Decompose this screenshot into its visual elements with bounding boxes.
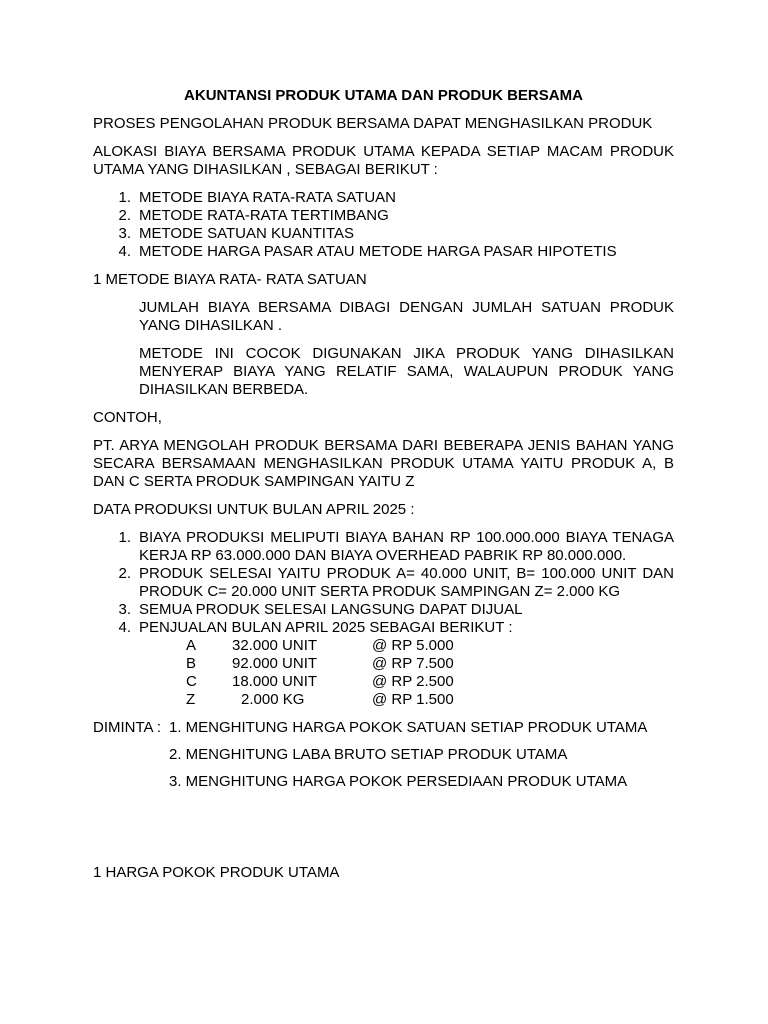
requested-row <box>93 773 674 791</box>
price-cell: @ RP 1.500 <box>372 691 454 708</box>
list-item-text: METODE RATA-RATA TERTIMBANG <box>139 207 389 224</box>
list-item-text: METODE HARGA PASAR ATAU METODE HARGA PASAR HIPOTETIS <box>139 243 617 260</box>
list-item <box>93 619 674 637</box>
list-item-text: METODE SATUAN KUANTITAS <box>139 225 355 242</box>
list-number: 3. <box>118 601 131 618</box>
methods-list <box>93 189 674 261</box>
document-body <box>93 87 674 882</box>
product-cell: Z <box>186 691 196 708</box>
product-cell: B <box>186 655 197 672</box>
price-cell: @ RP 7.500 <box>372 655 454 672</box>
list-number: 1. <box>118 189 131 206</box>
list-item-text: METODE BIAYA RATA-RATA SATUAN <box>139 189 396 206</box>
list-item <box>93 225 674 243</box>
section-paragraph-1: JUMLAH BIAYA BERSAMA DIBAGI DENGAN JUMLAH SATUAN PRODUK YANG DIHASILKAN . <box>139 299 674 334</box>
requested-row <box>93 746 674 764</box>
list-item <box>93 565 674 601</box>
list-number: 4. <box>118 619 131 636</box>
table-row <box>186 637 454 655</box>
list-item <box>93 189 674 207</box>
quantity-cell: 18.000 UNIT <box>232 673 318 690</box>
final-heading: 1 HARGA POKOK PRODUK UTAMA <box>93 864 340 881</box>
list-item <box>93 601 674 619</box>
price-cell: @ RP 2.500 <box>372 673 454 690</box>
list-item-text: SEMUA PRODUK SELESAI LANGSUNG DAPAT DIJUAL <box>139 601 523 618</box>
list-item-text: PENJUALAN BULAN APRIL 2025 SEBAGAI BERIKUT : <box>139 619 513 636</box>
list-item-text: PRODUK SELESAI YAITU PRODUK A= 40.000 UNIT, B= 100.000 UNIT DAN PRODUK C= 20.000 UNIT SERTA PRODUK SAMPINGAN Z= 2.000 KG <box>139 565 674 600</box>
requested-row <box>93 719 674 737</box>
quantity-cell: 92.000 UNIT <box>232 655 318 672</box>
intro-paragraph-2: ALOKASI BIAYA BERSAMA PRODUK UTAMA KEPADA SETIAP MACAM PRODUK UTAMA YANG DIHASILKAN , SEBAGAI BERIKUT : <box>93 143 674 178</box>
price-cell: @ RP 5.000 <box>372 637 454 654</box>
list-number: 4. <box>118 243 131 260</box>
list-number: 2. <box>118 565 131 582</box>
list-number: 2. <box>118 207 131 224</box>
requested-item: 2. MENGHITUNG LABA BRUTO SETIAP PRODUK UTAMA <box>169 746 568 763</box>
table-row <box>186 691 454 709</box>
requested-item: 3. MENGHITUNG HARGA POKOK PERSEDIAAN PRODUK UTAMA <box>169 773 628 790</box>
requested-item: 1. MENGHITUNG HARGA POKOK SATUAN SETIAP PRODUK UTAMA <box>169 719 648 736</box>
quantity-cell: 2.000 KG <box>241 691 305 708</box>
list-item-text: BIAYA PRODUKSI MELIPUTI BIAYA BAHAN RP 100.000.000 BIAYA TENAGA KERJA RP 63.000.000 DAN BIAYA OVERHEAD PABRIK RP 80.000.000. <box>139 529 674 564</box>
requested-label: DIMINTA : <box>93 719 162 736</box>
document-title: AKUNTANSI PRODUK UTAMA DAN PRODUK BERSAMA <box>184 87 583 104</box>
example-paragraph: PT. ARYA MENGOLAH PRODUK BERSAMA DARI BEBERAPA JENIS BAHAN YANG SECARA BERSAMAAN MENGHASILKAN PRODUK UTAMA YAITU PRODUK A, B DAN C SERTA PRODUK SAMPINGAN YAITU Z <box>93 437 674 490</box>
list-item <box>93 207 674 225</box>
sales-table <box>186 637 454 709</box>
product-cell: A <box>186 637 197 654</box>
section-heading: 1 METODE BIAYA RATA- RATA SATUAN <box>93 271 367 288</box>
list-item <box>93 529 674 565</box>
intro-paragraph-1: PROSES PENGOLAHAN PRODUK BERSAMA DAPAT MENGHASILKAN PRODUK <box>93 115 653 132</box>
table-row <box>186 673 454 691</box>
table-row <box>186 655 454 673</box>
production-data-list <box>93 529 674 637</box>
product-cell: C <box>186 673 197 690</box>
data-heading: DATA PRODUKSI UNTUK BULAN APRIL 2025 : <box>93 501 415 518</box>
list-number: 1. <box>118 529 131 546</box>
list-item <box>93 243 674 261</box>
quantity-cell: 32.000 UNIT <box>232 637 318 654</box>
section-paragraph-2: METODE INI COCOK DIGUNAKAN JIKA PRODUK YANG DIHASILKAN MENYERAP BIAYA YANG RELATIF SAMA, WALAUPUN PRODUK YANG DIHASILKAN BERBEDA. <box>139 345 674 398</box>
example-label: CONTOH, <box>93 409 162 426</box>
list-number: 3. <box>118 225 131 242</box>
